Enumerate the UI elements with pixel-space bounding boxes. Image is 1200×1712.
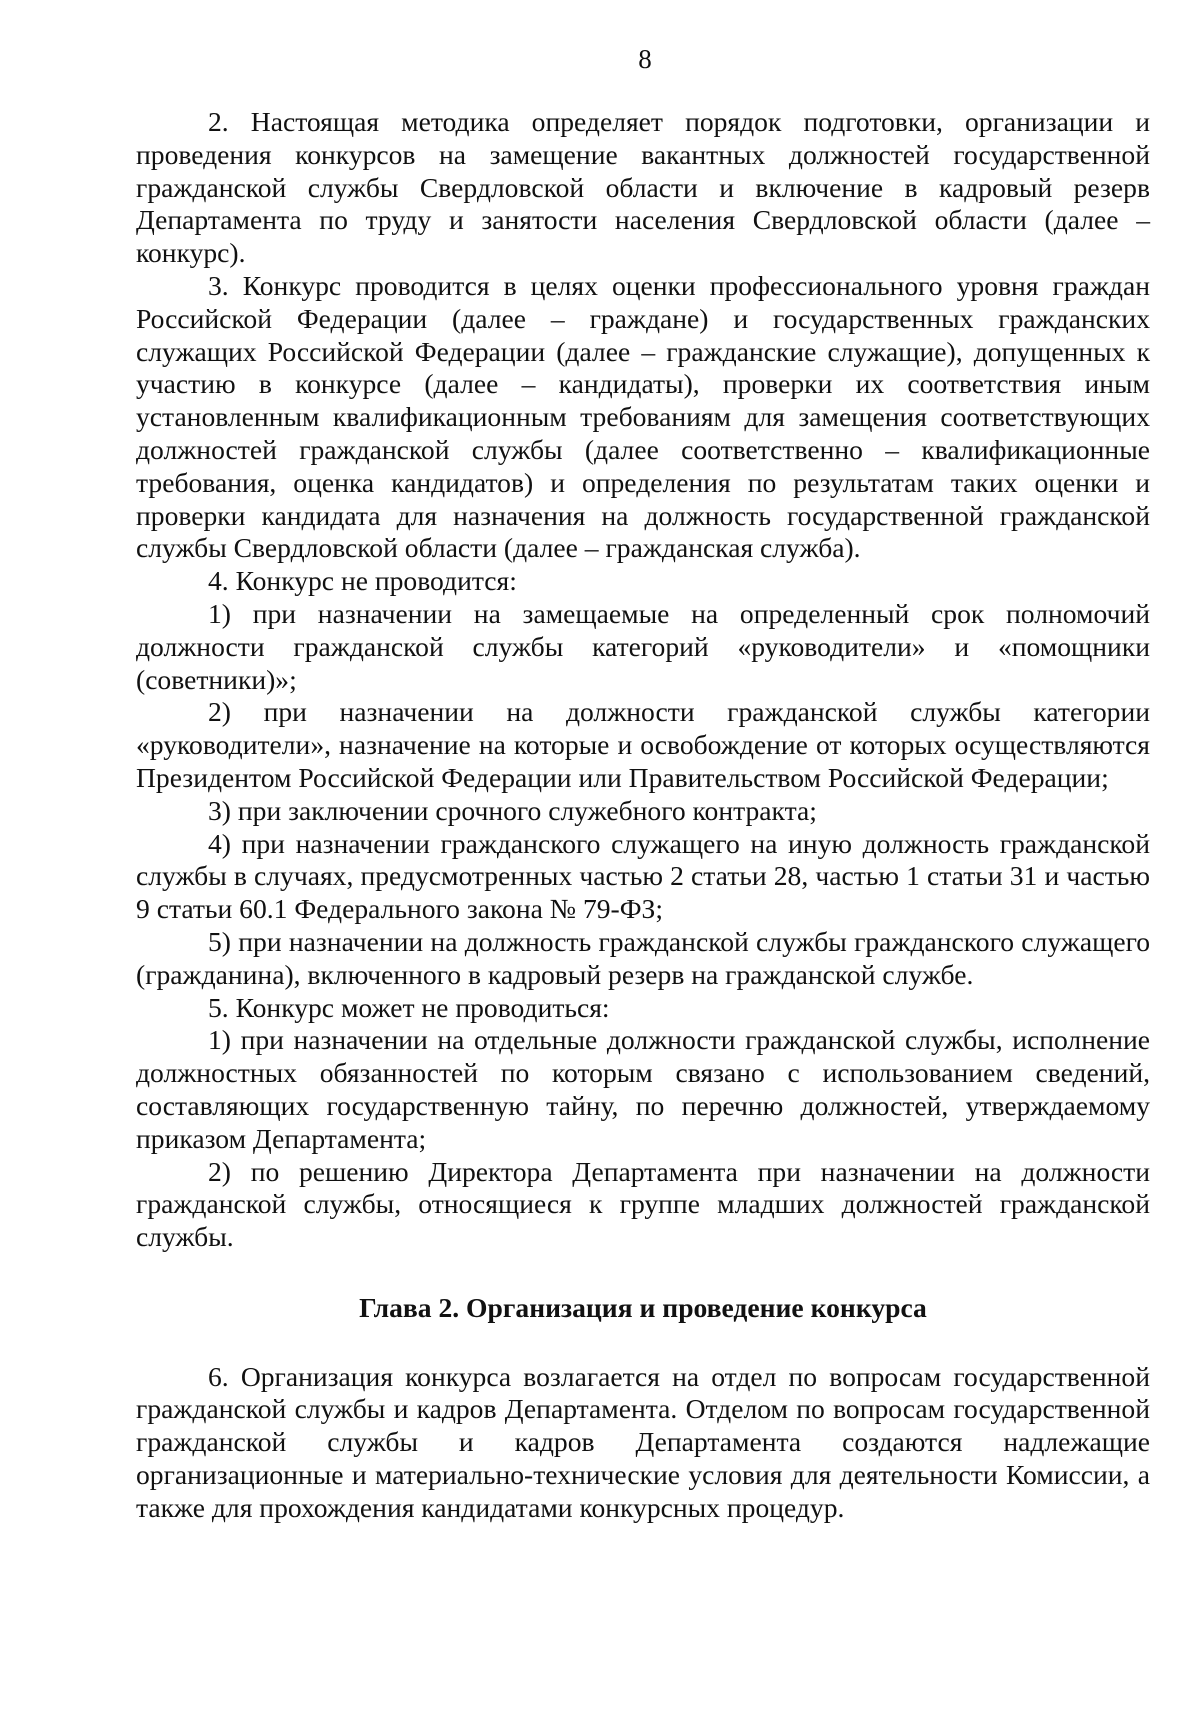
paragraph-item-4: 4. Конкурс не проводится: xyxy=(208,565,517,597)
list-item-4-1: 1) при назначении на замещаемые на определенный срок полномочий должности гражданской службы категорий «руководители» и «помощники (советники)»; xyxy=(136,597,1150,695)
list-item-4-2: 2) при назначении на должности гражданской службы категории «руководители», назначение на которые и освобождение от которых осуществляются Президентом Российской Федерации или Правительством Российской Федерации; xyxy=(136,696,1150,793)
document-body xyxy=(136,106,1150,1525)
paragraph-item-5: 5. Конкурс может не проводиться: xyxy=(208,991,610,1023)
paragraph-item-6: 6. Организация конкурса возлагается на отдел по вопросам государственной гражданской службы и кадров Департамента. Отделом по вопросам государственной гражданской службы и кадров Департамента создаются надлежащие организационные и материально-технические условия для деятельности Комиссии, а также для прохождения кандидатами конкурсных процедур. xyxy=(136,1360,1150,1523)
chapter-heading: Глава 2. Организация и проведение конкурса xyxy=(359,1291,927,1323)
paragraph-item-2: 2. Настоящая методика определяет порядок подготовки, организации и проведения конкурсов на замещение вакантных должностей государственной гражданской службы Свердловской области и включение в кадровый резерв Департамента по труду и занятости населения Свердловской области (далее – конкурс). xyxy=(136,106,1150,269)
list-item-4-4: 4) при назначении гражданского служащего на иную должность гражданской службы в случаях, предусмотренных частью 2 статьи 28, частью 1 статьи 31 и частью 9 статьи 60.1 Федерального закона № 79-ФЗ; xyxy=(136,827,1150,925)
list-item-5-2: 2) по решению Директора Департамента при назначении на должности гражданской службы, относящиеся к группе младших должностей гражданской службы. xyxy=(136,1155,1150,1253)
page-number: 8 xyxy=(638,44,652,74)
paragraph-item-3: 3. Конкурс проводится в целях оценки профессионального уровня граждан Российской Федерации (далее – граждане) и государственных гражданских служащих Российской Федерации (далее – гражданские служащие), допущенных к участию в конкурсе (далее – кандидаты), проверки их соответствия иным установленным квалификационным требованиям для замещения соответствующих должностей гражданской службы (далее соответственно – квалификационные требования, оценка кандидатов) и определения по результатам таких оценки и проверки кандидата для назначения на должность государственной гражданской службы Свердловской области (далее – гражданская служба). xyxy=(136,269,1150,564)
list-item-4-5: 5) при назначении на должность гражданской службы гражданского служащего (гражданина), включенного в кадровый резерв на гражданской службе. xyxy=(136,925,1150,990)
list-item-5-1: 1) при назначении на отдельные должности гражданской службы, исполнение должностных обязанностей по которым связано с использованием сведений, составляющих государственную тайну, по перечню должностей, утверждаемому приказом Департамента; xyxy=(136,1024,1150,1154)
list-item-4-3: 3) при заключении срочного служебного контракта; xyxy=(208,794,817,826)
